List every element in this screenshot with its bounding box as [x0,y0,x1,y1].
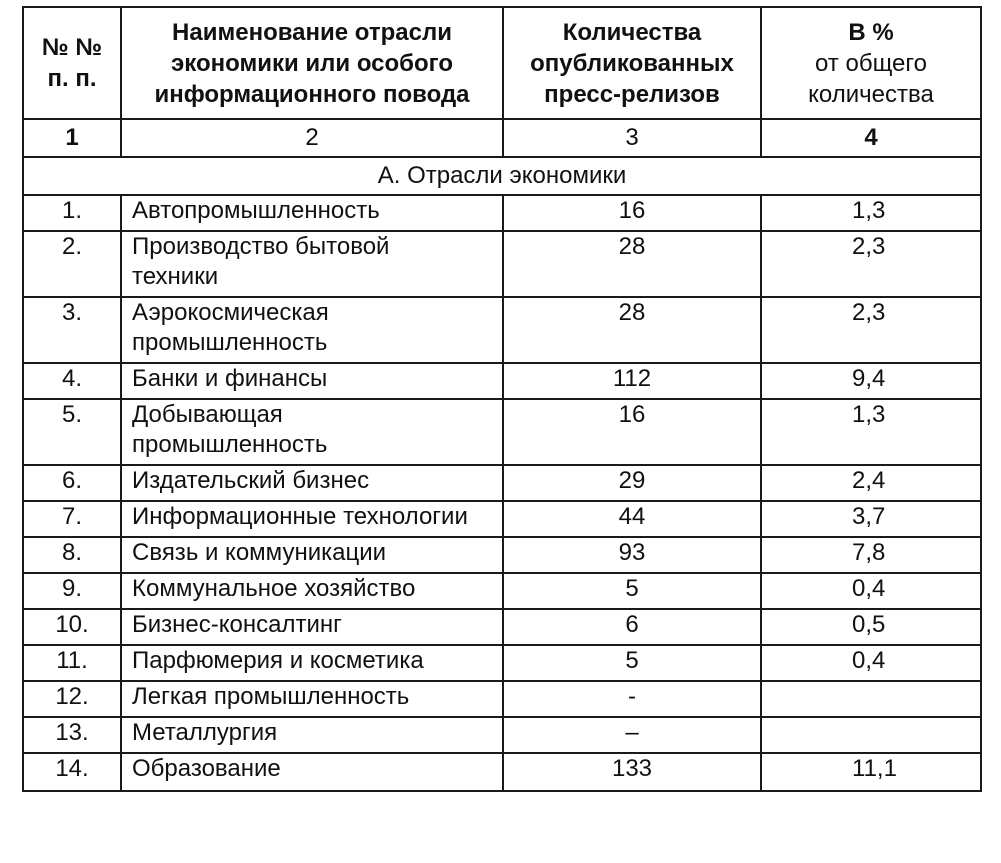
row-number: 8. [23,537,121,573]
industry-name-line: Информационные технологии [132,503,468,530]
column-number-cell: 3 [503,119,761,157]
header-row [23,7,981,119]
industry-name [121,363,503,399]
header-percent-line: от общего [815,49,927,77]
release-count: 93 [503,537,761,573]
row-number: 5. [23,399,121,465]
table-row [23,573,981,609]
table-row [23,681,981,717]
header-industry-line: экономики или особого [171,49,453,77]
industry-name-line: Металлургия [132,719,278,746]
header-count [503,7,761,119]
header-industry-name [121,7,503,119]
release-count: 28 [503,231,761,297]
press-release-table [22,6,982,792]
header-number [23,7,121,119]
release-count: 16 [503,399,761,465]
industry-name [121,573,503,609]
industry-name [121,717,503,753]
table-row [23,363,981,399]
industry-name [121,753,503,791]
column-number-cell: 2 [121,119,503,157]
row-number: 1. [23,195,121,231]
percent-of-total: 1,3 [761,195,981,231]
industry-name [121,297,503,363]
percent-of-total: 0,4 [761,645,981,681]
release-count: - [503,681,761,717]
table-row [23,297,981,363]
table-row [23,465,981,501]
industry-name-line: Аэрокосмическая [132,299,329,326]
percent-of-total: 7,8 [761,537,981,573]
industry-name-line: Образование [132,755,281,782]
column-number-row [23,119,981,157]
industry-name [121,195,503,231]
industry-name [121,501,503,537]
table-row [23,717,981,753]
table-row [23,399,981,465]
table-row [23,645,981,681]
release-count: 5 [503,573,761,609]
industry-name-line: промышленность [132,431,328,458]
industry-name-line: Автопромышленность [132,197,380,224]
row-number: 3. [23,297,121,363]
header-industry-line: информационного повода [154,80,470,108]
column-number-cell: 4 [761,119,981,157]
industry-name [121,231,503,297]
header-percent-line: количества [808,80,934,108]
percent-of-total: 9,4 [761,363,981,399]
industry-name [121,465,503,501]
percent-of-total: 11,1 [761,753,981,791]
industry-name-line: Парфюмерия и косметика [132,647,424,674]
header-number-line: № № [41,34,103,61]
industry-name-line: Добывающая [132,401,283,428]
table-row [23,609,981,645]
percent-of-total: 2,4 [761,465,981,501]
release-count: 28 [503,297,761,363]
header-count-line: опубликованных [530,49,734,77]
table-row [23,231,981,297]
release-count: 5 [503,645,761,681]
row-number: 12. [23,681,121,717]
percent-of-total: 0,4 [761,573,981,609]
industry-name-line: промышленность [132,329,328,356]
section-title: А. Отрасли экономики [23,157,981,195]
row-number: 7. [23,501,121,537]
row-number: 9. [23,573,121,609]
industry-name-line: Коммунальное хозяйство [132,575,416,602]
release-count: 112 [503,363,761,399]
header-count-line: пресс-релизов [544,80,720,108]
release-count: 44 [503,501,761,537]
release-count: 29 [503,465,761,501]
percent-of-total: 2,3 [761,297,981,363]
header-percent-line: В % [848,18,894,46]
industry-name-line: Связь и коммуникации [132,539,387,566]
release-count: – [503,717,761,753]
percent-of-total: 0,5 [761,609,981,645]
header-industry-line: Наименование отрасли [172,18,452,46]
header-number-line: п. п. [47,65,97,92]
industry-name [121,681,503,717]
table-row [23,195,981,231]
section-row [23,157,981,195]
industry-name-line: техники [132,263,219,290]
row-number: 2. [23,231,121,297]
header-count-line: Количества [562,18,702,46]
row-number: 10. [23,609,121,645]
column-number-cell: 1 [23,119,121,157]
row-number: 11. [23,645,121,681]
industry-name-line: Бизнес-консалтинг [132,611,342,638]
row-number: 4. [23,363,121,399]
percent-of-total [761,717,981,753]
industry-name-line: Издательский бизнес [132,467,370,494]
row-number: 13. [23,717,121,753]
table-row [23,753,981,791]
release-count: 16 [503,195,761,231]
header-percent [761,7,981,119]
industry-name-line: Легкая промышленность [132,683,410,710]
industry-name [121,537,503,573]
row-number: 14. [23,753,121,791]
release-count: 133 [503,753,761,791]
release-count: 6 [503,609,761,645]
row-number: 6. [23,465,121,501]
percent-of-total [761,681,981,717]
percent-of-total: 2,3 [761,231,981,297]
table-row [23,537,981,573]
table-row [23,501,981,537]
industry-name-line: Производство бытовой [132,233,390,260]
industry-name [121,609,503,645]
industry-name [121,645,503,681]
industry-name-line: Банки и финансы [132,365,328,392]
percent-of-total: 3,7 [761,501,981,537]
percent-of-total: 1,3 [761,399,981,465]
industry-name [121,399,503,465]
